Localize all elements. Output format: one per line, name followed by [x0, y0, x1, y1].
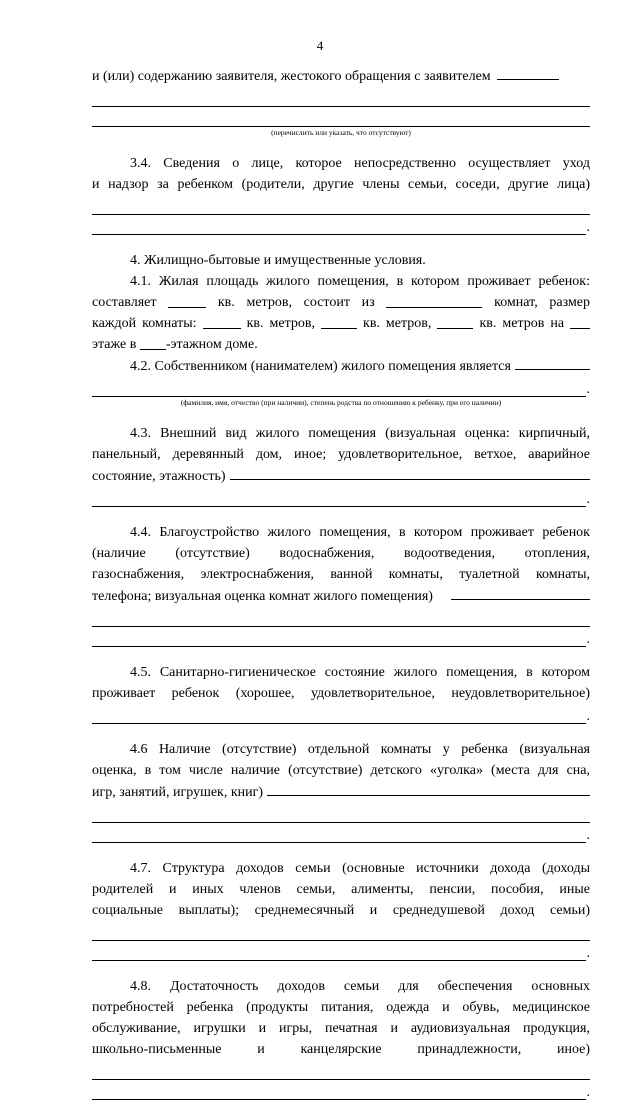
text-line: 4.5. Санитарно-гигиеническое состояние жилого помещения, в котором: [130, 665, 590, 680]
text-line: проживает ребенок (хорошее, удовлетворительное, неудовлетворительное): [92, 686, 590, 701]
section-title: 4. Жилищно-бытовые и имущественные условия.: [130, 253, 426, 268]
section-4-8: [92, 976, 590, 1100]
blank-field[interactable]: [515, 355, 590, 370]
blank-line[interactable]: [92, 921, 590, 941]
blank-line[interactable]: [92, 487, 586, 507]
blank-field[interactable]: [203, 316, 241, 329]
text-line: потребностей ребенка (продукты питания, одежда и обувь, медицинское: [92, 1000, 590, 1015]
text-fragment: -этажном доме.: [165, 337, 258, 352]
blank-line[interactable]: [92, 107, 590, 127]
text-line: и надзор за ребенком (родители, другие члены семьи, соседи, другие лица): [92, 177, 590, 192]
text-line: и (или) содержанию заявителя, жестокого обращения с заявителем: [92, 69, 491, 84]
blank-field[interactable]: [321, 316, 357, 329]
blank-field[interactable]: [451, 585, 590, 600]
text-line: (наличие (отсутствие) водоснабжения, водоотведения, отопления,: [92, 546, 590, 561]
line-end-dot: .: [586, 492, 590, 507]
section-4-3: [92, 423, 590, 507]
blank-field[interactable]: [386, 295, 482, 308]
blank-line[interactable]: [92, 704, 586, 724]
line-end-dot: .: [586, 946, 590, 961]
text-line: 4.3. Внешний вид жилого помещения (визуальная оценка: кирпичный,: [130, 426, 590, 441]
text-line: 4.4. Благоустройство жилого помещения, в котором проживает ребенок: [130, 525, 590, 540]
section-4-6: [92, 739, 590, 843]
blank-field[interactable]: [168, 295, 206, 308]
text-line: 4.2. Собственником (нанимателем) жилого помещения является: [130, 359, 511, 374]
section-4-7: [92, 858, 590, 961]
section-4: [92, 250, 590, 408]
blank-field[interactable]: [140, 337, 166, 350]
line-end-dot: .: [586, 220, 590, 235]
section-4-5: [92, 662, 590, 724]
text-fragment: кв. метров, состоит из: [217, 295, 375, 310]
blank-line[interactable]: [92, 823, 586, 843]
text-line: 4.6 Наличие (отсутствие) отдельной комнаты у ребенка (визуальная: [130, 742, 590, 757]
line-end-dot: .: [586, 382, 590, 397]
text-fragment: каждой комнаты:: [92, 316, 197, 331]
blank-field[interactable]: [267, 781, 590, 796]
blank-line[interactable]: [92, 87, 590, 107]
text-line: состояние, этажность): [92, 469, 226, 484]
section-4-4: [92, 522, 590, 647]
line-end-dot: .: [586, 828, 590, 843]
text-line: обслуживание, игрушки и игры, печатная и аудиовизуальная продукция,: [92, 1021, 590, 1036]
blank-line[interactable]: [92, 627, 586, 647]
blank-line[interactable]: [92, 195, 590, 215]
text-fragment: составляет: [92, 295, 157, 310]
document-body: [92, 66, 590, 1100]
text-line: 4.1. Жилая площадь жилого помещения, в котором проживает ребенок:: [130, 274, 590, 289]
field-caption: (фамилия, имя, отчество (при наличии), степень родства по отношению к ребенку, при его наличии): [180, 398, 502, 407]
blank-line[interactable]: [92, 941, 586, 961]
blank-line[interactable]: [92, 215, 586, 235]
blank-field[interactable]: [230, 465, 591, 480]
text-line: панельный, деревянный дом, иное; удовлетворительное, ветхое, аварийное: [92, 447, 590, 462]
text-line: газоснабжения, электроснабжения, ванной комнаты, туалетной комнаты,: [92, 567, 590, 582]
text-line: социальные выплаты); среднемесячный и среднедушевой доход семьи): [92, 903, 590, 918]
line-end-dot: .: [586, 632, 590, 647]
blank-line[interactable]: [92, 803, 590, 823]
text-fragment: кв. метров на: [479, 316, 565, 331]
text-line: школьно-письменные и канцелярские принадлежности, иное): [92, 1042, 590, 1057]
text-fragment: кв. метров,: [246, 316, 315, 331]
line-end-dot: .: [586, 1085, 590, 1100]
blank-field[interactable]: [437, 316, 473, 329]
blank-line[interactable]: [92, 1060, 590, 1080]
page-number: 4: [316, 38, 324, 53]
text-line: игр, занятий, игрушек, книг): [92, 785, 264, 800]
text-line: 4.8. Достаточность доходов семьи для обеспечения основных: [130, 979, 590, 994]
blank-line[interactable]: [92, 377, 586, 397]
section-3-4: [92, 153, 590, 235]
text-line: телефона; визуальная оценка комнат жилого помещения): [92, 589, 433, 604]
blank-line[interactable]: [92, 1080, 586, 1100]
text-fragment: комнат, размер: [494, 295, 591, 310]
section-continuation: [92, 66, 590, 138]
field-caption: (перечислить или указать, что отсутствуют): [271, 128, 411, 137]
text-line: родителей и иных членов семьи, алименты, пенсии, пособия, иные: [92, 882, 590, 897]
text-fragment: этаже в: [92, 337, 137, 352]
text-line: 4.7. Структура доходов семьи (основные источники дохода (доходы: [130, 861, 590, 876]
blank-field[interactable]: [570, 316, 590, 329]
text-line: оценка, в том числе наличие (отсутствие) детского «уголка» (места для сна,: [92, 763, 590, 778]
text-fragment: кв. метров,: [363, 316, 432, 331]
text-line: 3.4. Сведения о лице, которое непосредственно осуществляет уход: [130, 156, 590, 171]
line-end-dot: .: [586, 709, 590, 724]
blank-field[interactable]: [497, 67, 559, 80]
blank-line[interactable]: [92, 607, 590, 627]
